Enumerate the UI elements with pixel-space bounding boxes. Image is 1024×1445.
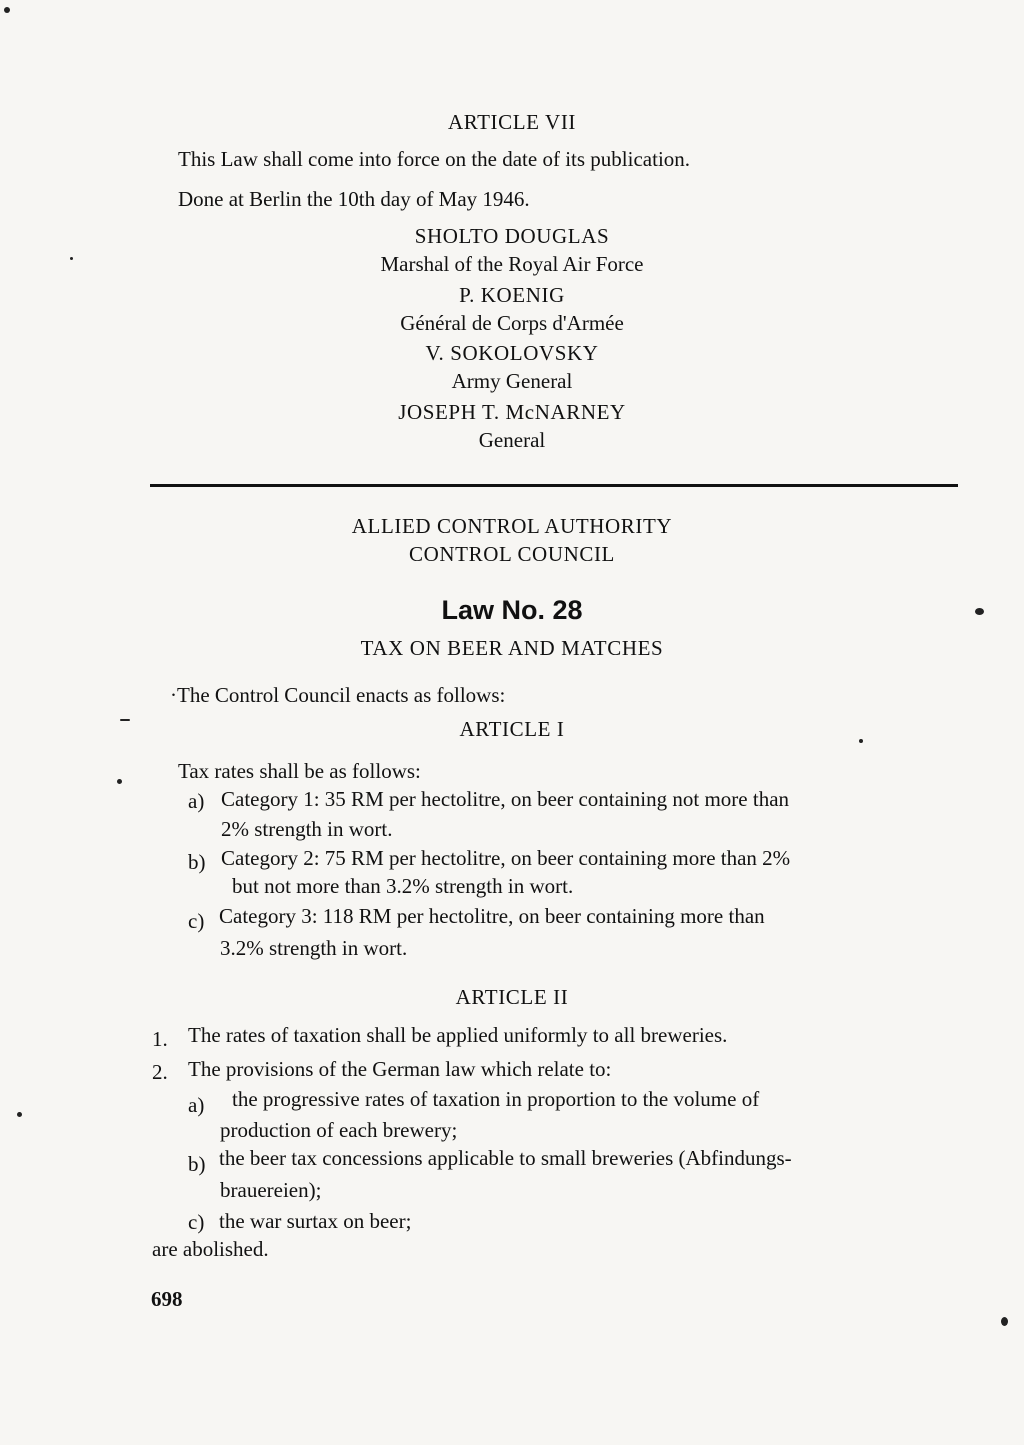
article-2-item-b-line-1: the beer tax concessions applicable to small breweries (Abfindungs- xyxy=(219,1146,792,1170)
scan-speck xyxy=(17,1112,22,1117)
law-title: Law No. 28 xyxy=(441,595,583,625)
article-7-text: This Law shall come into force on the date of its publication. xyxy=(178,147,691,171)
article-2-para-2-number: 2. xyxy=(152,1060,168,1084)
authority-line-2: CONTROL COUNCIL xyxy=(409,542,615,566)
signatory-title-2: Général de Corps d'Armée xyxy=(400,311,624,335)
signatory-name-4: JOSEPH T. McNARNEY xyxy=(398,400,626,424)
article-2-item-b-line-2: brauereien); xyxy=(220,1178,322,1202)
signatory-name-2: P. KOENIG xyxy=(459,283,565,307)
article-1-item-b-label: b) xyxy=(188,850,206,874)
signatory-title-4: General xyxy=(478,428,546,452)
article-2-item-b-label: b) xyxy=(188,1152,206,1176)
scan-speck xyxy=(117,779,122,784)
signatory-title-1: Marshal of the Royal Air Force xyxy=(380,252,644,276)
signatory-title-3: Army General xyxy=(451,369,573,393)
page-number: 698 xyxy=(151,1287,183,1311)
article-1-item-a-line-1: Category 1: 35 RM per hectolitre, on beer containing not more than xyxy=(221,787,790,811)
article-2-item-c-line-1: the war surtax on beer; xyxy=(219,1209,412,1233)
article-1-item-c-line-1: Category 3: 118 RM per hectolitre, on beer containing more than xyxy=(219,904,765,928)
article-2-item-c-label: c) xyxy=(188,1210,205,1234)
law-subtitle: TAX ON BEER AND MATCHES xyxy=(360,636,664,660)
scan-speck xyxy=(975,608,984,615)
article-2-item-a-line-2: production of each brewery; xyxy=(220,1118,458,1142)
done-at-line: Done at Berlin the 10th day of May 1946. xyxy=(178,187,530,211)
article-7-heading: ARTICLE VII xyxy=(447,110,577,134)
article-1-intro: Tax rates shall be as follows: xyxy=(178,759,421,783)
article-2-item-a-line-1: the progressive rates of taxation in proportion to the volume of xyxy=(232,1087,760,1111)
article-1-item-b-line-2: but not more than 3.2% strength in wort. xyxy=(232,874,574,898)
article-2-item-a-label: a) xyxy=(188,1093,205,1117)
article-1-item-a-line-2: 2% strength in wort. xyxy=(221,817,393,841)
signatory-name-3: V. SOKOLOVSKY xyxy=(425,341,599,365)
article-2-para-2: The provisions of the German law which relate to: xyxy=(188,1057,612,1081)
article-2-para-1: The rates of taxation shall be applied uniformly to all breweries. xyxy=(188,1023,728,1047)
scan-speck xyxy=(70,257,73,260)
article-2-closing: are abolished. xyxy=(152,1237,269,1261)
article-1-item-b-line-1: Category 2: 75 RM per hectolitre, on beer containing more than 2% xyxy=(221,846,791,870)
article-1-item-c-line-2: 3.2% strength in wort. xyxy=(220,936,408,960)
article-1-item-c-label: c) xyxy=(188,909,205,933)
signatory-name-1: SHOLTO DOUGLAS xyxy=(414,224,610,248)
scan-speck xyxy=(120,719,130,721)
scan-speck xyxy=(4,7,10,13)
scan-speck xyxy=(1001,1317,1008,1326)
authority-line-1: ALLIED CONTROL AUTHORITY xyxy=(351,514,673,538)
article-2-heading: ARTICLE II xyxy=(455,985,569,1009)
section-divider xyxy=(150,484,958,487)
enacting-clause: ·The Control Council enacts as follows: xyxy=(170,683,506,707)
scan-speck xyxy=(859,739,863,743)
article-2-para-1-number: 1. xyxy=(152,1027,168,1051)
article-1-item-a-label: a) xyxy=(188,789,205,813)
article-1-heading: ARTICLE I xyxy=(459,717,565,741)
